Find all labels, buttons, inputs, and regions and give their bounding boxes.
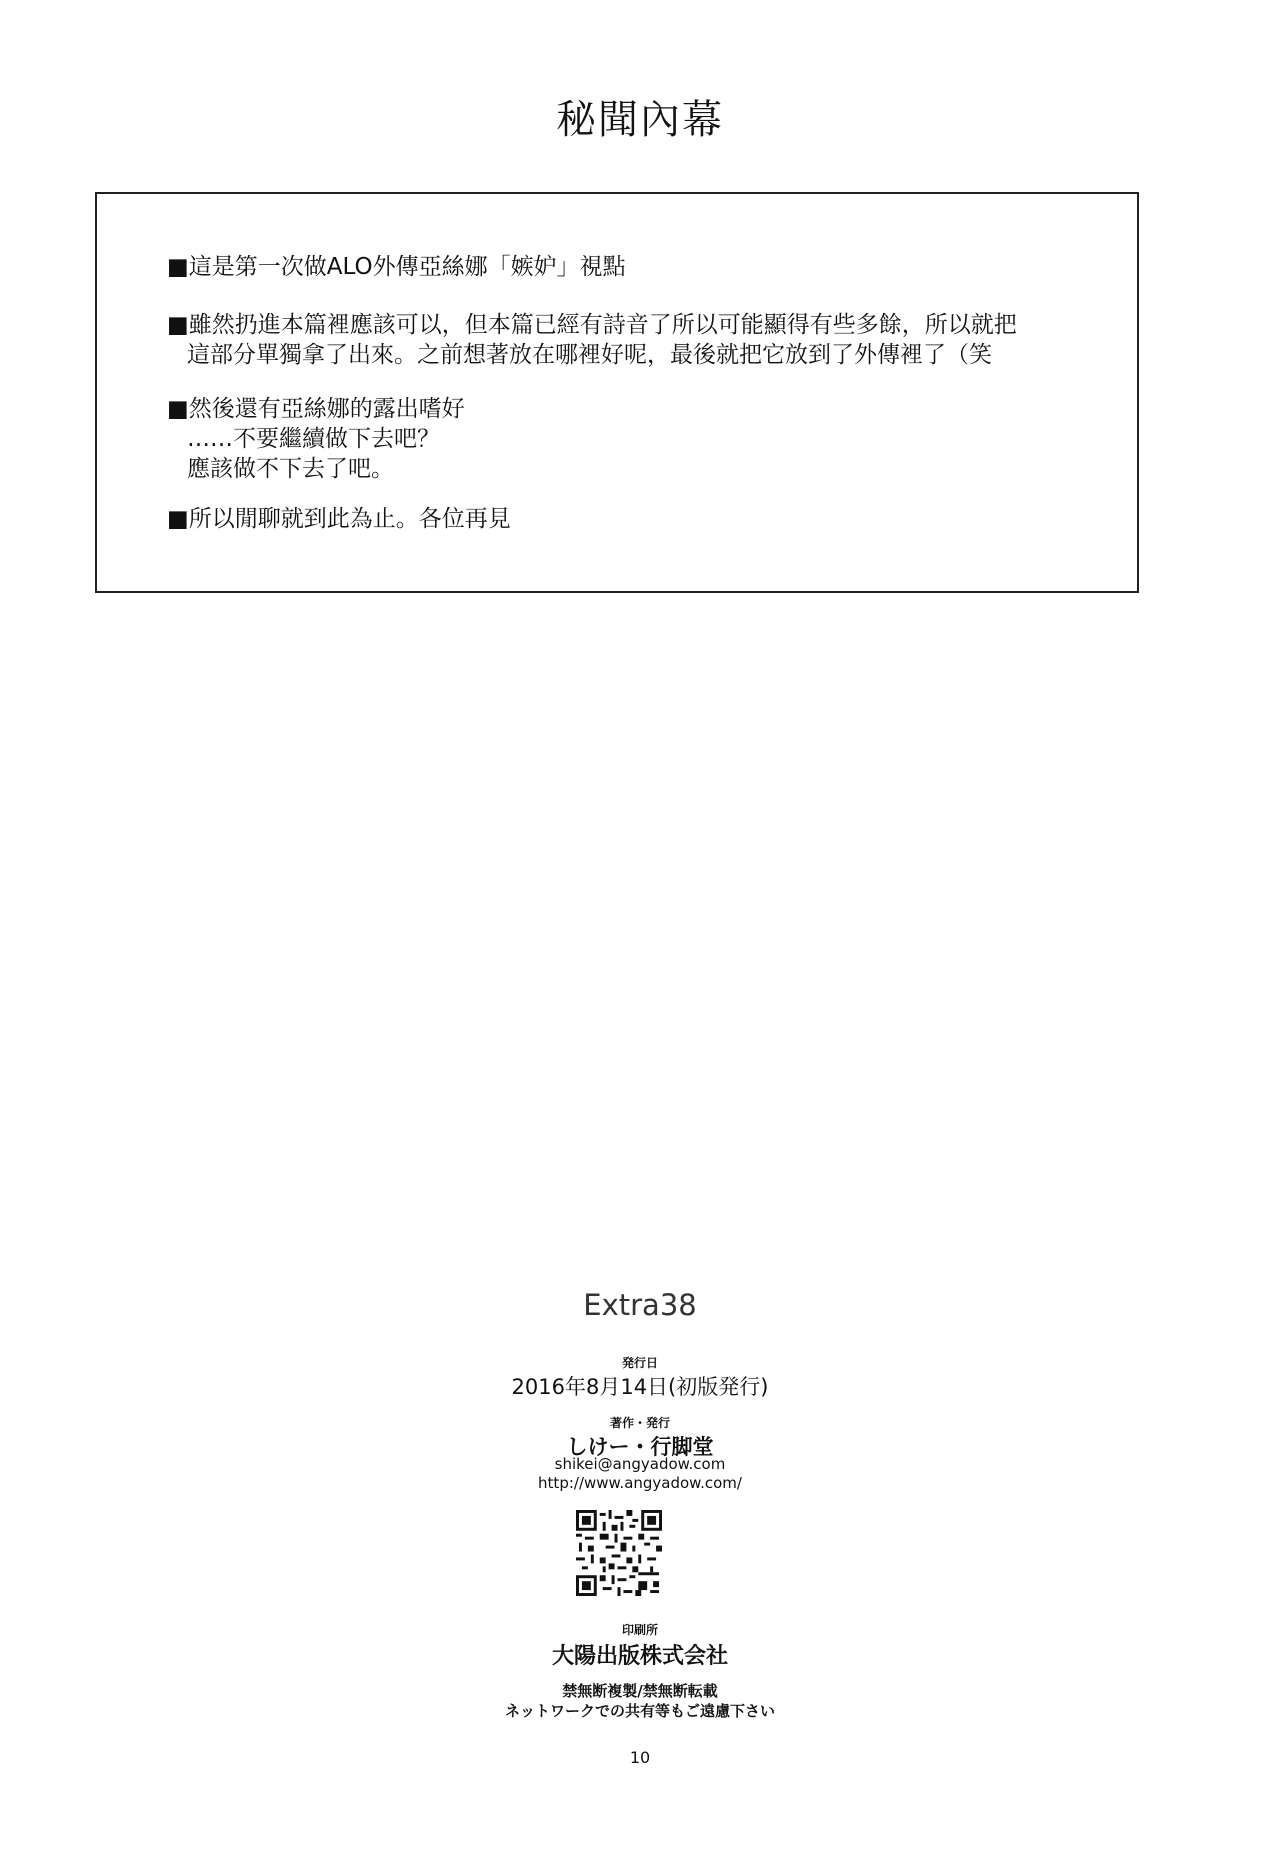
sharing-notice: ネットワークでの共有等もご遠慮下さい [504,1702,775,1720]
qr-code-icon [576,1510,662,1596]
note-item [167,394,465,484]
publish-date: 2016年8月14日(初版発行) [511,1375,769,1399]
note-line: ■這是第一次做ALO外傳亞絲娜「嫉妒」視點 [167,254,626,280]
rights-notice: 禁無断複製/禁無断転載 [562,1682,718,1700]
author-url: http://www.angyadow.com/ [538,1474,742,1492]
note-line: ■雖然扔進本篇裡應該可以，但本篇已經有詩音了所以可能顯得有些多餘，所以就把 [167,312,1017,338]
note-item [167,310,1017,370]
note-line: ……不要繼續做下去吧？ [187,426,440,452]
page-number: 10 [629,1748,651,1767]
author-email: shikei@angyadow.com [554,1455,726,1473]
note-line: 應該做不下去了吧。 [187,456,394,482]
printer-name: 大陽出版株式会社 [551,1644,728,1669]
note-item [167,252,626,282]
note-line: 這部分單獨拿了出來。之前想著放在哪裡好呢，最後就把它放到了外傳裡了（笑 [187,342,992,368]
note-line: ■然後還有亞絲娜的露出嗜好 [167,396,465,422]
date-label: 発行日 [621,1356,658,1370]
note-item [167,504,511,534]
book-title: Extra38 [583,1288,697,1322]
note-line: ■所以閒聊就到此為止。各位再見 [167,506,511,532]
page-title: 秘聞內幕 [556,97,724,143]
printer-label: 印刷所 [621,1623,658,1637]
notes-box [95,192,1139,593]
author-name: しけー・行脚堂 [566,1435,714,1459]
author-label: 著作・発行 [609,1416,670,1430]
